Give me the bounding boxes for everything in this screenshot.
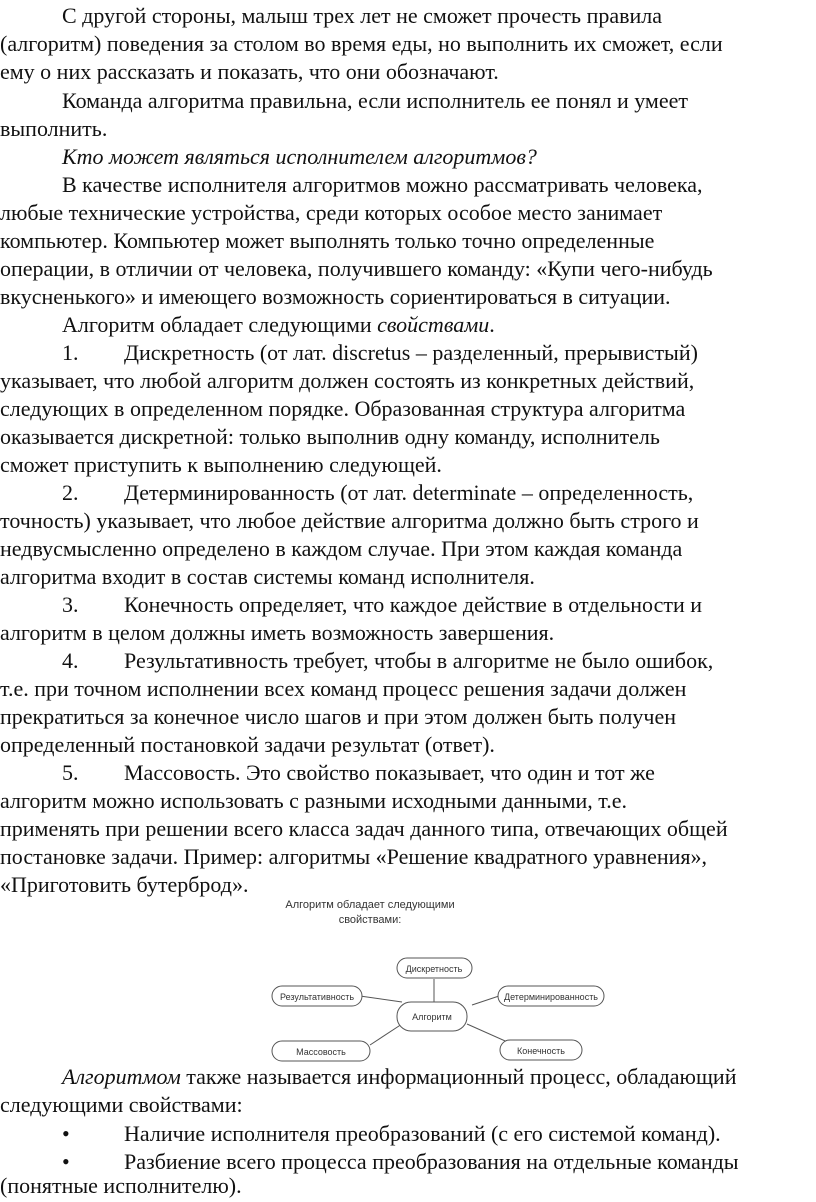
list-number: 5. bbox=[62, 760, 79, 785]
text-line: Команда алгоритма правильна, если исполнитель ее понял и умеет bbox=[62, 88, 689, 113]
text-line: Конечность определяет, что каждое действие в отдельности и bbox=[124, 592, 703, 617]
bullet-icon: • bbox=[62, 1149, 70, 1174]
list-number: 3. bbox=[62, 592, 79, 617]
diagram-label: Конечность bbox=[517, 1046, 565, 1056]
emphasis-text: Алгоритмом bbox=[62, 1064, 181, 1089]
text-line: выполнить. bbox=[0, 116, 108, 141]
text-run: . bbox=[489, 312, 495, 337]
diagram-label: Детерминированность bbox=[504, 992, 598, 1002]
text-line: (алгоритм) поведения за столом во время еды, но выполнить их сможет, если bbox=[0, 31, 723, 56]
diagram-title: свойствами: bbox=[338, 914, 402, 926]
text-line bbox=[62, 311, 495, 339]
text-line: алгоритм в целом должны иметь возможность завершения. bbox=[0, 620, 555, 645]
connector-line bbox=[472, 996, 499, 1005]
text-line: операции, в отличии от человека, получившего команду: «Купи чего-нибудь bbox=[0, 256, 713, 281]
diagram-title: Алгоритм обладает следующими bbox=[285, 899, 455, 911]
text-line: указывает, что любой алгоритм должен состоять из конкретных действий, bbox=[0, 368, 695, 393]
text-line: алгоритма входит в состав системы команд исполнителя. bbox=[0, 564, 535, 589]
emphasis-text: свойствами bbox=[377, 312, 490, 337]
text-run: также называется информационный процесс, обладающий bbox=[180, 1064, 737, 1089]
text-line: точность) указывает, что любое действие алгоритма должно быть строго и bbox=[0, 508, 699, 533]
text-run: Алгоритм обладает следующими bbox=[62, 312, 378, 337]
text-line: прекратиться за конечное число шагов и при этом должен быть получен bbox=[0, 704, 676, 729]
question-heading: Кто может являться исполнителем алгоритмов? bbox=[62, 144, 537, 169]
text-line: определенный постановкой задачи результат (ответ). bbox=[0, 732, 495, 757]
text-line: постановке задачи. Пример: алгоритмы «Решение квадратного уравнения», bbox=[0, 844, 708, 869]
bullet-icon: • bbox=[62, 1121, 70, 1146]
diagram-label: Дискретность bbox=[405, 964, 463, 974]
list-number: 1. bbox=[62, 340, 79, 365]
text-line: Массовость. Это свойство показывает, что один и тот же bbox=[124, 760, 655, 785]
text-line: применять при решении всего класса задач данного типа, отвечающих общей bbox=[0, 816, 728, 841]
list-number: 4. bbox=[62, 648, 79, 673]
text-line: вкусненького» и имеющего возможность сориентироваться в ситуации. bbox=[0, 284, 671, 309]
text-line: т.е. при точном исполнении всех команд процесс решения задачи должен bbox=[0, 676, 687, 701]
text-line bbox=[62, 1063, 736, 1091]
diagram-label: Массовость bbox=[296, 1047, 346, 1057]
text-line: любые технические устройства, среди которых особое место занимает bbox=[0, 200, 663, 225]
text-line: Результативность требует, чтобы в алгоритме не было ошибок, bbox=[124, 648, 714, 673]
list-item: Разбиение всего процесса преобразования на отдельные команды bbox=[124, 1149, 739, 1174]
text-line: следующих в определенном порядке. Образованная структура алгоритма bbox=[0, 396, 686, 421]
text-line: оказывается дискретной: только выполнив одну команду, исполнитель bbox=[0, 424, 660, 449]
connector-line bbox=[370, 1024, 402, 1045]
connector-line bbox=[360, 996, 402, 1002]
text-line: «Приготовить бутерброд». bbox=[0, 872, 249, 897]
text-line: Детерминированность (от лат. determinate – определенность, bbox=[124, 480, 694, 505]
diagram-label: Результативность bbox=[279, 992, 355, 1002]
properties-diagram bbox=[262, 895, 612, 1065]
text-line: сможет приступить к выполнению следующей. bbox=[0, 452, 442, 477]
text-line: ему о них рассказать и показать, что они обозначают. bbox=[0, 59, 499, 84]
text-line: В качестве исполнителя алгоритмов можно рассматривать человека, bbox=[62, 172, 703, 197]
list-number: 2. bbox=[62, 480, 79, 505]
text-line: С другой стороны, малыш трех лет не сможет прочесть правила bbox=[62, 3, 663, 28]
list-item: Наличие исполнителя преобразований (с его системой команд). bbox=[124, 1121, 721, 1146]
text-line: алгоритм можно использовать с разными исходными данными, т.е. bbox=[0, 788, 627, 813]
text-line: компьютер. Компьютер может выполнять только точно определенные bbox=[0, 228, 655, 253]
diagram-label: Алгоритм bbox=[412, 1012, 452, 1022]
text-line: Дискретность (от лат. discretus – разделенный, прерывистый) bbox=[124, 340, 698, 365]
text-line: (понятные исполнителю). bbox=[0, 1173, 242, 1198]
text-line: следующими свойствами: bbox=[0, 1092, 243, 1117]
text-line: недвусмысленно определено в каждом случае. При этом каждая команда bbox=[0, 536, 683, 561]
